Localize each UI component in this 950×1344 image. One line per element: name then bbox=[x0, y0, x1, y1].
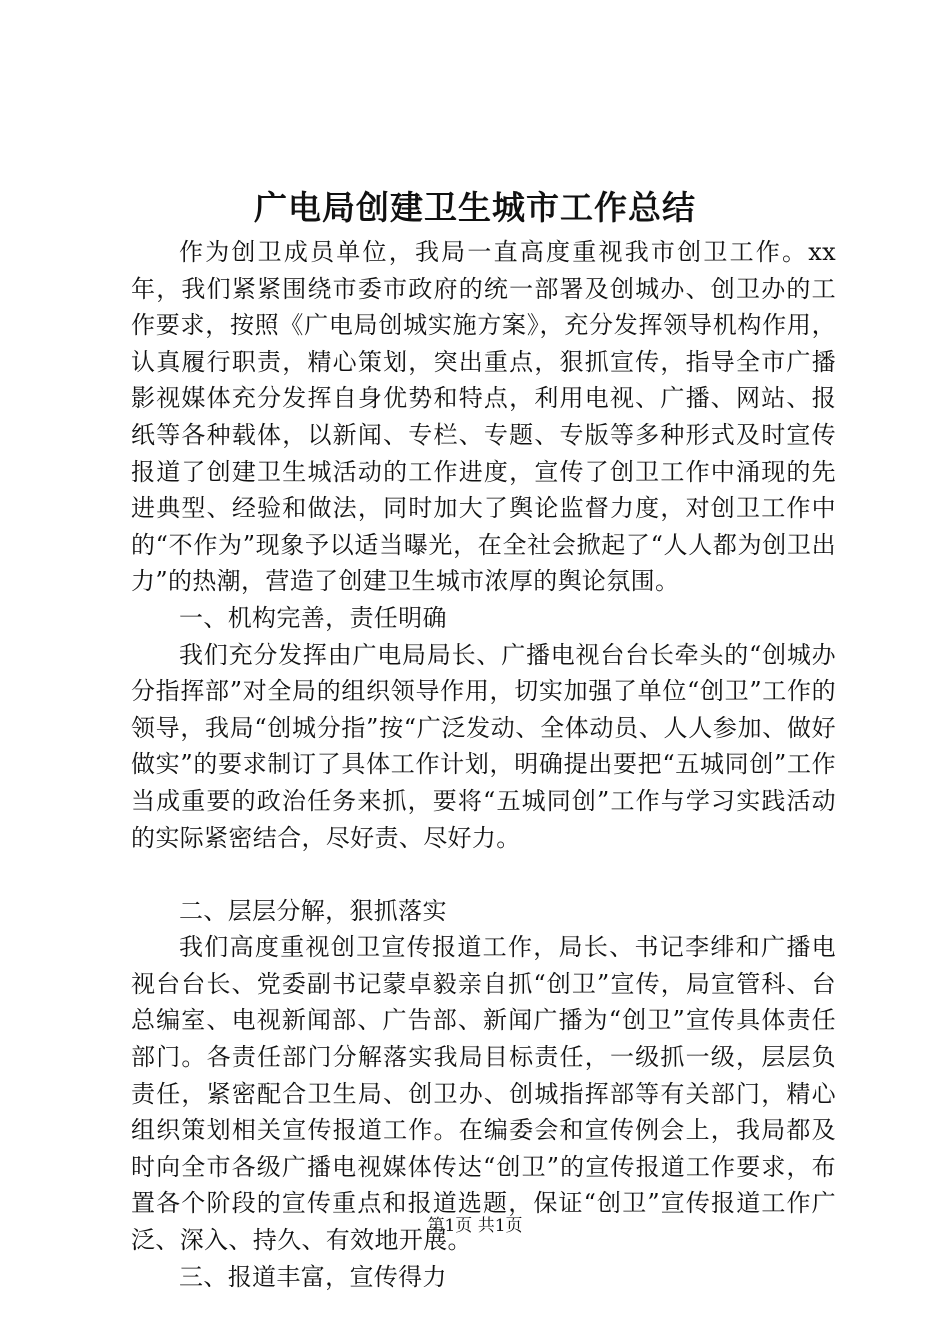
page-footer: 第1页 共1页 bbox=[427, 1216, 523, 1236]
document-title: 广电局创建卫生城市工作总结 bbox=[254, 188, 696, 227]
intro-paragraph: 作为创卫成员单位，我局一直高度重视我市创卫工作。xx年，我们紧紧围绕市委市政府的统一部署及创城办、创卫办的工作要求，按照《广电局创城实施方案》，充分发挥领导机构作用，认真履行职责，精心策划，突出重点，狠抓宣传，指导全市广播影视媒体充分发挥自身优势和特点，利用电视、广播、网站、报纸等各种载体，以新闻、专栏、专题、专版等多种形式及时宣传报道了创建卫生城活动的工作进度，宣传了创卫工作中涌现的先进典型、经验和做法，同时加大了舆论监督力度，对创卫工作中的“不作为”现象予以适当曝光，在全社会掀起了“人人都为创卫出力”的热潮，营造了创建卫生城市浓厚的舆论氛围。 bbox=[131, 238, 836, 596]
section-2-paragraph: 我们高度重视创卫宣传报道工作，局长、书记李绯和广播电视台台长、党委副书记蒙卓毅亲自抓“创卫”宣传，局宣管科、台总编室、电视新闻部、广告部、新闻广播为“创卫”宣传具体责任部门。各责任部门分解落实我局目标责任，一级抓一级，层层负责任，紧密配合卫生局、创卫办、创城指挥部等有关部门，精心组织策划相关宣传报道工作。在编委会和宣传例会上，我局都及时向全市各级广播电视媒体传达“创卫”的宣传报道工作要求，布置各个阶段的宣传重点和报道选题，保证“创卫”宣传报道工作广泛、深入、持久、有效地开展。 bbox=[131, 933, 836, 1255]
section-1-paragraph: 我们充分发挥由广电局局长、广播电视台台长牵头的“创城办分指挥部”对全局的组织领导作用，切实加强了单位“创卫”工作的领导，我局“创城分指”按“广泛发动、全体动员、人人参加、做好做实”的要求制订了具体工作计划，明确提出要把“五城同创”工作当成重要的政治任务来抓，要将“五城同创”工作与学习实践活动的实际紧密结合，尽好责、尽好力。 bbox=[131, 640, 836, 852]
section-1-heading: 一、机构完善，责任明确 bbox=[179, 603, 447, 632]
section-3-heading: 三、报道丰富，宣传得力 bbox=[179, 1262, 447, 1291]
document-body bbox=[131, 234, 836, 1295]
section-2-heading: 二、层层分解，狠抓落实 bbox=[179, 896, 447, 925]
paragraph-spacer bbox=[131, 856, 836, 893]
